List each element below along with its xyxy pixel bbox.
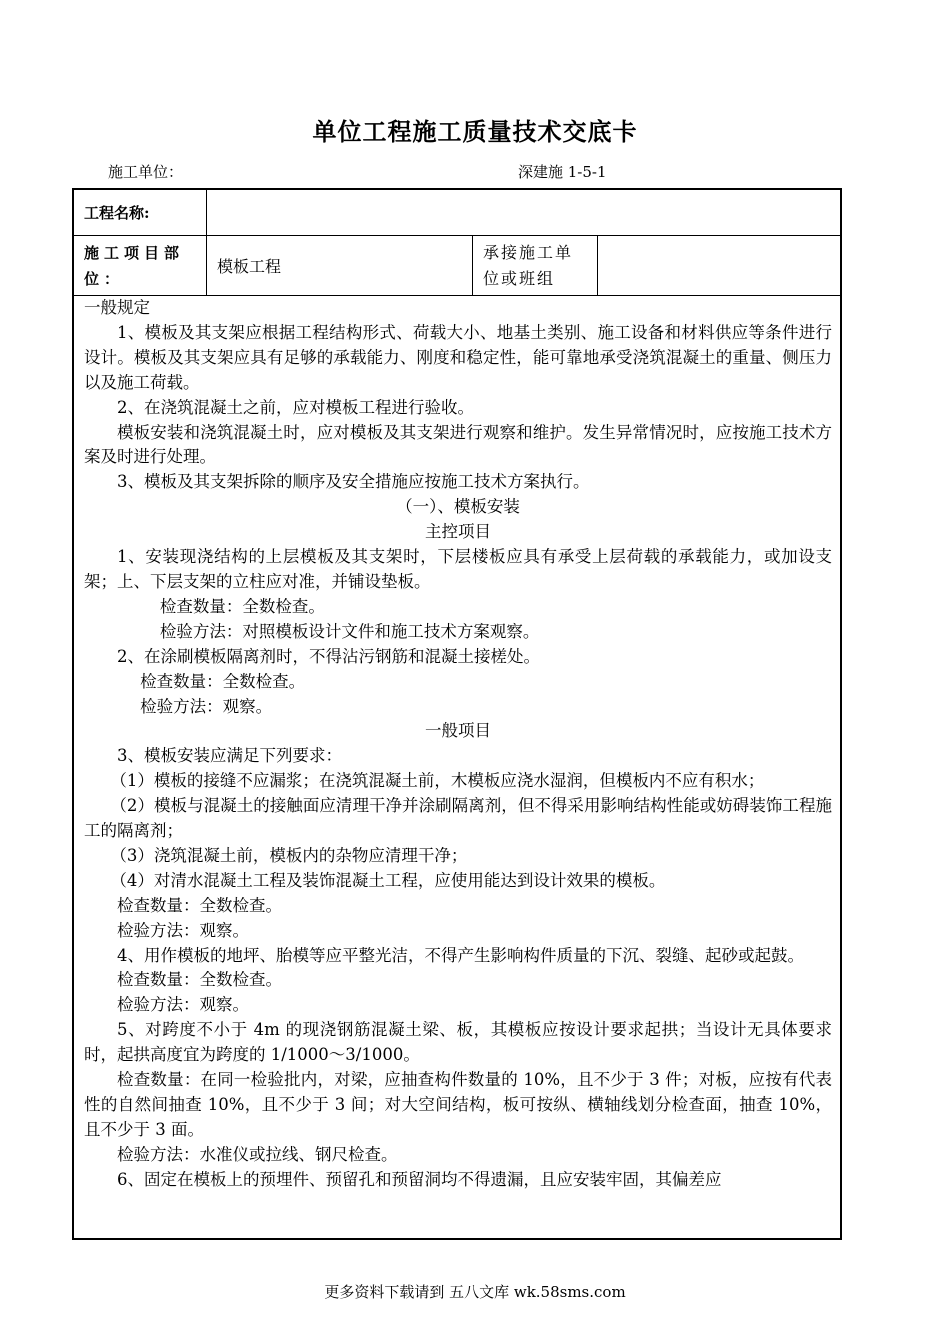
paragraph: 4、用作模板的地坪、胎模等应平整光洁，不得产生影响构件质量的下沉、裂缝、起砂或起鼓。 <box>117 945 804 965</box>
department-row <box>74 236 840 296</box>
paragraph: 1、安装现浇结构的上层模板及其支架时，下层楼板应具有承受上层荷载的承载能力，或加设支架；上、下层支架的立柱应对准，并铺设垫板。 <box>84 547 832 591</box>
section-heading: 主控项目 <box>425 522 491 542</box>
project-name-value <box>207 190 840 235</box>
paragraph: 检查数量：全数检查。 <box>140 671 306 691</box>
paragraph: 检验方法：对照模板设计文件和施工技术方案观察。 <box>159 621 540 641</box>
paragraph: 3、模板及其支架拆除的顺序及安全措施应按施工技术方案执行。 <box>117 472 590 492</box>
paragraph: 检验方法：观察。 <box>140 696 273 716</box>
footer-link[interactable]: 更多资料下载请到 五八文库 wk.58sms.com <box>324 1283 626 1301</box>
disclosure-table <box>72 188 842 1240</box>
department-value: 模板工程 <box>207 236 473 295</box>
paragraph: 1、模板及其支架应根据工程结构形式、荷载大小、地基土类别、施工设备和材料供应等条件进行设计。模板及其支架应具有足够的承载能力、刚度和稳定性，能可靠地承受浇筑混凝土的重量、侧压力以及施工荷载。 <box>84 322 832 392</box>
document-title: 单位工程施工质量技术交底卡 <box>312 117 638 146</box>
section-heading: 一般规定 <box>84 298 150 317</box>
paragraph: （2）模板与混凝土的接触面应清理干净并涂刷隔离剂，但不得采用影响结构性能或妨碍装饰工程施工的隔离剂； <box>84 796 832 841</box>
paragraph: 2、在涂刷模板隔离剂时，不得沾污钢筋和混凝土接槎处。 <box>117 646 540 666</box>
paragraph: （1）模板的接缝不应漏浆；在浇筑混凝土前，木模板应浇水湿润，但模板内不应有积水； <box>110 771 765 791</box>
section-heading: （一）、模板安装 <box>396 497 520 517</box>
paragraph: 5、对跨度不小于 4m 的现浇钢筋混凝土梁、板，其模板应按设计要求起拱；当设计无具体要求时，起拱高度宜为跨度的 1/1000～3/1000。 <box>84 1020 832 1065</box>
project-name-label: 工程名称: <box>74 190 207 235</box>
section-heading: 一般项目 <box>425 721 491 741</box>
department-label: 施工项目部位： <box>74 236 207 295</box>
paragraph: 检查数量：全数检查。 <box>117 895 282 915</box>
paragraph: 检验方法：水准仪或拉线、钢尺检查。 <box>117 1144 398 1164</box>
project-name-row <box>74 190 840 236</box>
paragraph: 检查数量：全数检查。 <box>117 970 282 990</box>
paragraph: （4）对清水混凝土工程及装饰混凝土工程，应使用能达到设计效果的模板。 <box>110 870 666 890</box>
paragraph: 检查数量：在同一检验批内，对梁，应抽查构件数量的 10%，且不少于 3 件；对板，应按有代表性的自然间抽查 10%，且不少于 3 间；对大空间结构，板可按纵、横轴线划分检查面，抽查 10%，且不少于 3 面。 <box>84 1070 832 1139</box>
paragraph: 3、模板安装应满足下列要求： <box>117 746 342 766</box>
paragraph: 检查数量：全数检查。 <box>159 596 325 616</box>
disclosure-content <box>74 296 840 1193</box>
paragraph: 模板安装和浇筑混凝土时，应对模板及其支架进行观察和维护。发生异常情况时，应按施工技术方案及时进行处理。 <box>84 422 832 467</box>
paragraph: 6、固定在模板上的预埋件、预留孔和预留洞均不得遗漏，且应安装牢固，其偏差应 <box>117 1169 722 1189</box>
contractor-value <box>598 236 840 295</box>
paragraph: 检验方法：观察。 <box>117 920 249 940</box>
construction-unit-label: 施工单位： <box>108 163 184 181</box>
contractor-label: 承接施工单位或班组 <box>473 236 598 295</box>
paragraph: 2、在浇筑混凝土之前，应对模板工程进行验收。 <box>117 397 474 417</box>
paragraph: 检验方法：观察。 <box>117 995 249 1015</box>
form-code: 深建施 1-5-1 <box>518 163 607 181</box>
paragraph: （3）浇筑混凝土前，模板内的杂物应清理干净； <box>110 845 468 865</box>
